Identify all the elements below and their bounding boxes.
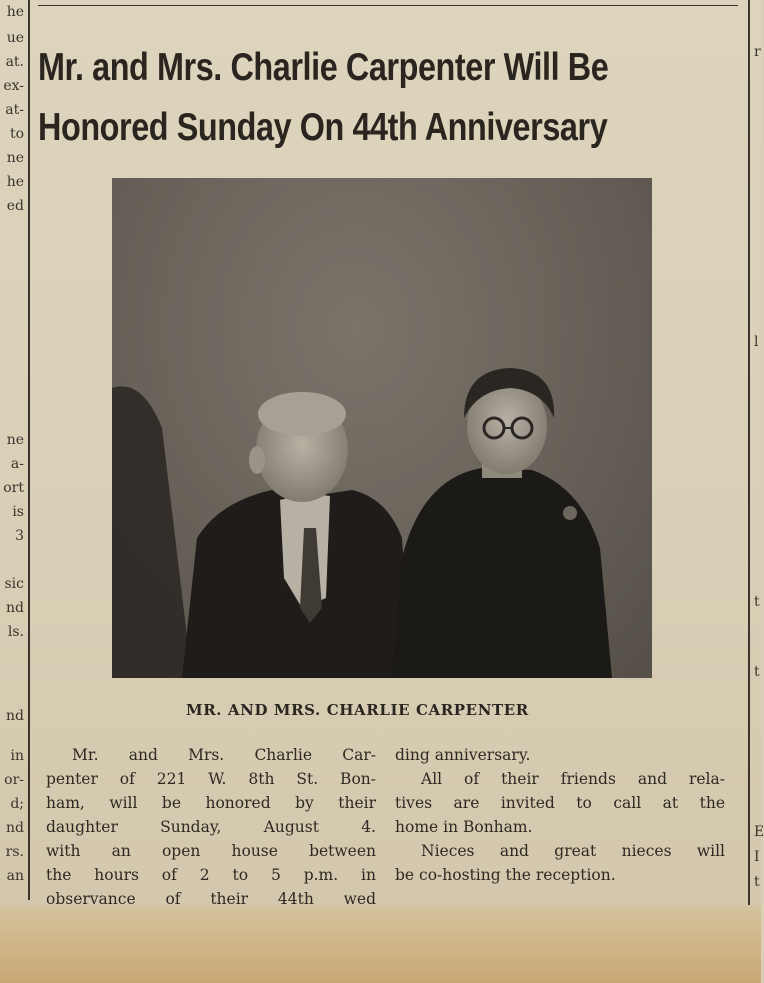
left-fragment: ls.: [7, 624, 24, 640]
headline-line-2: Honored Sunday On 44th Anniversary: [38, 106, 608, 149]
article-line: ham, will be honored by their: [46, 794, 376, 812]
photo-illustration: [112, 178, 652, 678]
article-line: tives are invited to call at the: [395, 794, 725, 812]
left-fragment: is: [12, 504, 24, 520]
article-line: Mr. and Mrs. Charlie Car-: [72, 746, 376, 764]
left-fragment: ne: [6, 150, 24, 166]
left-fragment: ue: [6, 30, 24, 46]
right-fragment: I: [754, 849, 760, 865]
top-rule: [38, 5, 738, 6]
article-line: the hours of 2 to 5 p.m. in: [46, 866, 376, 884]
right-fragment: r: [754, 44, 761, 60]
left-fragment: a-: [10, 456, 24, 472]
left-fragment: or-: [4, 772, 24, 788]
right-fragment: t: [754, 594, 760, 610]
left-fragment: an: [6, 868, 24, 884]
article-line: penter of 221 W. 8th St. Bon-: [46, 770, 376, 788]
left-fragment: nd: [6, 708, 24, 724]
article-line: All of their friends and rela-: [421, 770, 725, 788]
left-fragment: in: [10, 748, 24, 764]
article-line: observance of their 44th wed: [46, 890, 376, 908]
left-fragment: at-: [5, 102, 24, 118]
left-fragment: rs.: [5, 844, 24, 860]
right-column-rule: [748, 0, 750, 905]
page-bottom-edge: [0, 905, 761, 983]
left-fragment: nd: [6, 820, 24, 836]
article-column-2: [395, 743, 725, 887]
article-line: Nieces and great nieces will: [421, 842, 725, 860]
article-line: daughter Sunday, August 4.: [46, 818, 376, 836]
left-fragment: ne: [6, 432, 24, 448]
article-column-1: [46, 743, 376, 911]
left-fragment: ort: [3, 480, 24, 496]
article-line: with an open house between: [46, 842, 376, 860]
left-fragment: ed: [6, 198, 24, 214]
left-fragment: he: [6, 174, 24, 190]
headline-line-1: Mr. and Mrs. Charlie Carpenter Will Be: [38, 46, 609, 89]
left-fragment: 3: [15, 528, 24, 544]
right-fragment: E: [754, 824, 764, 840]
left-column-rule: [28, 0, 30, 900]
left-fragment: ex-: [3, 78, 24, 94]
right-fragment: t: [754, 664, 760, 680]
article-line: ding anniversary.: [395, 746, 531, 764]
left-fragment: d;: [10, 796, 24, 812]
right-column-text: [754, 0, 764, 905]
right-fragment: t: [754, 874, 760, 890]
left-fragment: sic: [4, 576, 24, 592]
article-line: home in Bonham.: [395, 818, 533, 836]
article-line: be co-hosting the reception.: [395, 866, 616, 884]
couple-photo: [112, 178, 652, 678]
headline: [38, 38, 619, 158]
left-fragment: he: [6, 4, 24, 20]
left-fragment: to: [9, 126, 24, 142]
photo-caption: MR. AND MRS. CHARLIE CARPENTER: [186, 701, 529, 719]
left-fragment: at.: [5, 54, 24, 70]
left-fragment: nd: [6, 600, 24, 616]
right-fragment: l: [754, 334, 759, 350]
